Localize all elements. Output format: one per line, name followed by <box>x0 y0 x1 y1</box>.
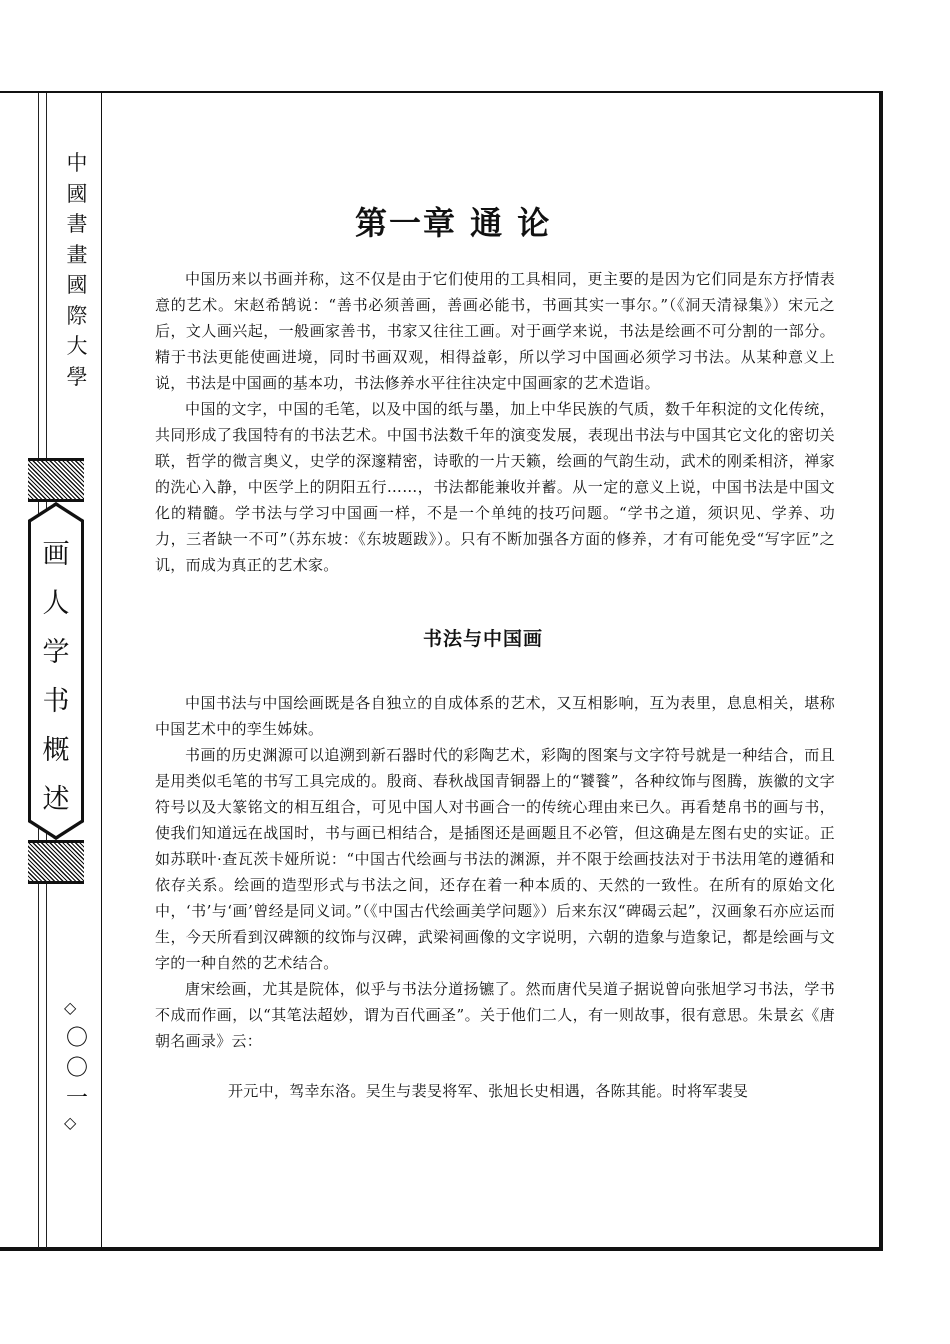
paragraph: 中国书法与中国绘画既是各自独立的自成体系的艺术，又互相影响，互为表里，息息相关，堪称中国艺术中的孪生姊妹。 <box>155 694 835 738</box>
sidebar-divider <box>101 93 102 1248</box>
page-number: 〇〇一 <box>65 1026 88 1111</box>
diamond-icon: ◇ <box>64 1113 77 1132</box>
page-frame <box>0 91 883 1251</box>
chapter-title: 第一章 通 论 <box>355 204 552 242</box>
decorative-band-top <box>28 458 84 502</box>
paragraph: 中国的文字，中国的毛笔，以及中国的纸与墨，加上中华民族的气质，数千年积淀的文化传统，共同形成了我国特有的书法艺术。中国书法数千年的演变发展，表现出书法与中国其它文化的密切关联，哲学的微言奥义，史学的深邃精密，诗歌的一片天籁，绘画的气韵生动，武术的刚柔相济，禅家的洗心入静，中医学上的阴阳五行……，书法都能兼收并蓄。从一定的意义上说，中国书法是中国文化的精髓。学书法与学习中国画一样，不是一个单纯的技巧问题。“学书之道，须识见、学养、功力，三者缺一不可”（苏东坡：《东坡题跋》）。只有不断加强各方面的修养，才有可能免受“写字匠”之讥，而成为真正的艺术家。 <box>155 400 835 574</box>
paragraph: 书画的历史渊源可以追溯到新石器时代的彩陶艺术，彩陶的图案与文字符号就是一种结合，而且是用类似毛笔的书写工具完成的。殷商、春秋战国青铜器上的“饕餮”，各种纹饰与图腾，族徽的文字符号以及大篆铭文的相互组合，可见中国人对书画合一的传统心理由来已久。再看楚帛书的画与书，使我们知道远在战国时，书与画已相结合，是插图还是画题且不必管，但这确是左图右史的实证。正如苏联叶·查瓦茨卡娅所说：“中国古代绘画与书法的渊源，并不限于绘画技法对于书法用笔的遵循和依存关系。绘画的造型形式与书法之间，还存在着一种本质的、天然的一致性。在所有的原始文化中，‘书’与‘画’曾经是同义词。”（《中国古代绘画美学问题》）后来东汉“碑碣云起”，汉画象石亦应运而生，今天所看到汉碑额的纹饰与汉碑，武梁祠画像的文字说明，六朝的造象与造象记，都是绘画与文字的一种自然的艺术结合。 <box>155 746 835 972</box>
section-body <box>155 690 835 1054</box>
chapter-body <box>155 266 835 578</box>
decorative-band-bottom <box>28 840 84 884</box>
block-quote: 开元中，驾幸东洛。吴生与裴旻将军、张旭长史相遇，各陈其能。时将军裴旻 <box>228 1082 749 1100</box>
paragraph: 唐宋绘画，尤其是院体，似乎与书法分道扬镳了。然而唐代吴道子据说曾向张旭学习书法，学书不成而作画，以“其笔法超妙，谓为百代画圣”。关于他们二人，有一则故事，很有意思。朱景玄《唐朝名画录》云： <box>155 980 835 1050</box>
book-title: 画人学书概述 <box>42 539 70 815</box>
school-name: 中國書畫國際大學 <box>66 151 88 389</box>
section-title: 书法与中国画 <box>423 628 544 650</box>
paragraph: 中国历来以书画并称，这不仅是由于它们使用的工具相同，更主要的是因为它们同是东方抒情表意的艺术。宋赵希鹄说：“善书必须善画，善画必能书，书画其实一事尔。”（《洞天清禄集》）宋元之后，文人画兴起，一般画家善书，书家又往往工画。对于画学来说，书法是绘画不可分割的一部分。精于书法更能使画进境，同时书画双观，相得益彰，所以学习中国画必须学习书法。从某种意义上说，书法是中国画的基本功，书法修养水平往往决定中国画家的艺术造诣。 <box>155 270 835 392</box>
diamond-icon: ◇ <box>64 998 77 1017</box>
